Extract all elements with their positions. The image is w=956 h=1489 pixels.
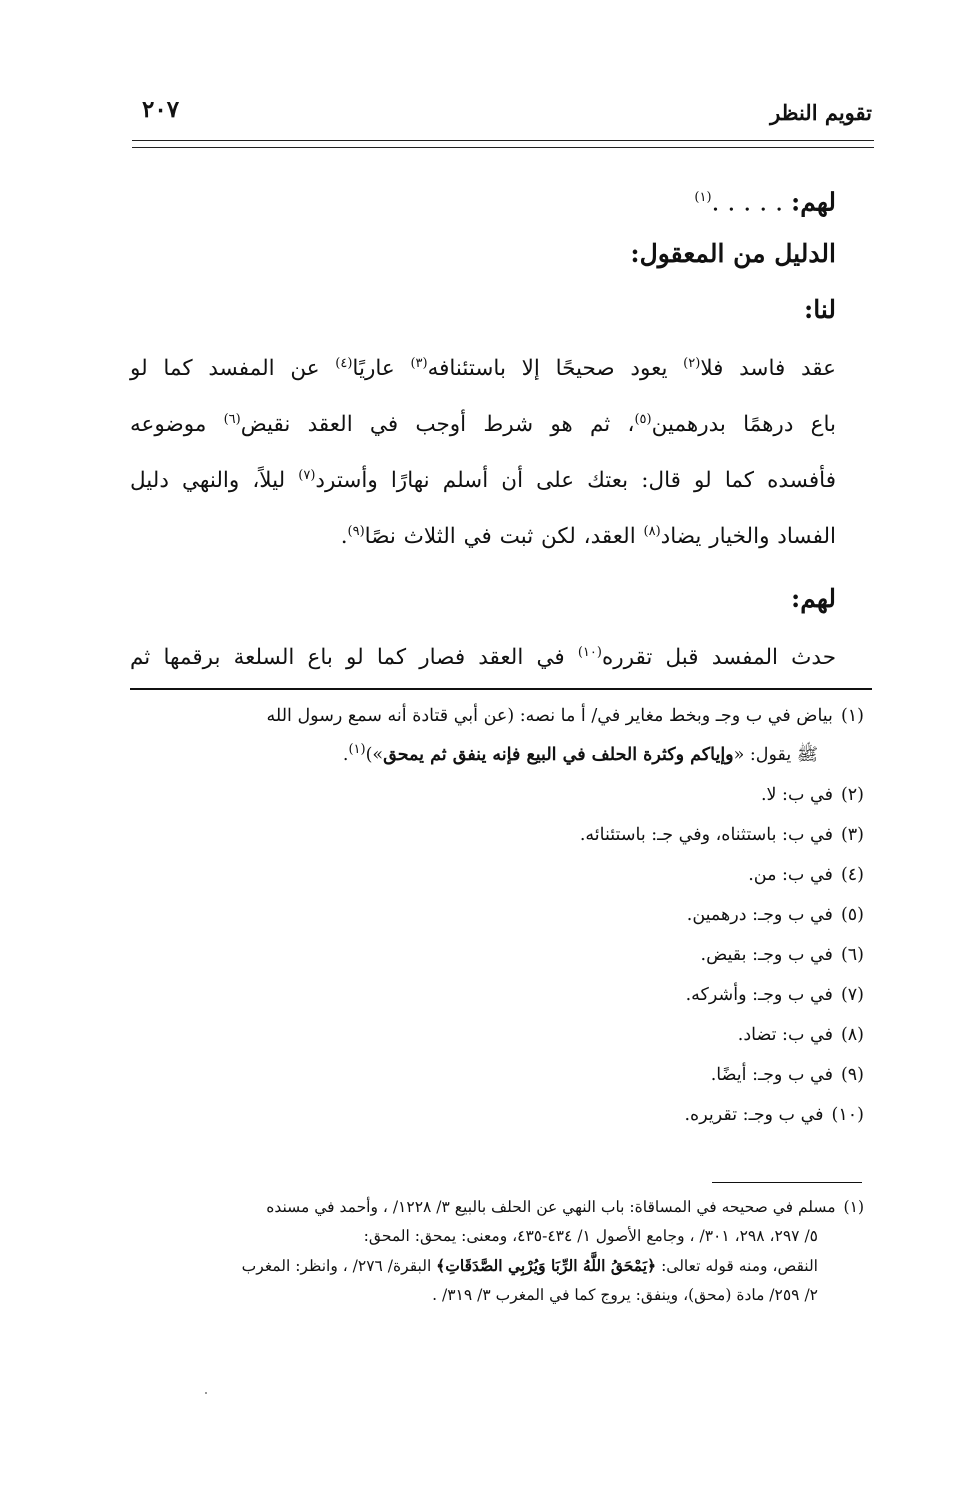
- text-run: ، ثم هو شرط أوجب في العقد نقيض: [240, 412, 635, 438]
- text-run: باع درهمًا بدرهمين: [651, 412, 836, 438]
- note-number: (٨): [840, 1024, 864, 1045]
- footnote-line: ٥/ ٢٩٧، ٢٩٨، ٣٠١/ ، وجامع الأصول ١/ ٤٣٤-٤٣٥، ومعنى: يمحق: المحق:: [363, 1227, 818, 1245]
- footnote-line: [120, 1251, 864, 1281]
- apparatus-rule: [130, 688, 872, 690]
- para-line: [130, 506, 836, 562]
- note-text: ﷺ يقول: «: [733, 744, 818, 765]
- note-text: البقرة/ ٢٧٦/ ، وانظر: المغرب: [241, 1257, 437, 1275]
- text-run: موضوعه: [130, 412, 224, 438]
- header-rule-thin: [132, 147, 874, 148]
- text-run: عاريًا: [352, 356, 411, 382]
- apparatus-note: [130, 1059, 864, 1092]
- note-number: (٦): [840, 944, 864, 965]
- paragraph-lana: [130, 338, 836, 563]
- note-number: (٥): [840, 904, 864, 925]
- para-line: [130, 394, 836, 450]
- note-number: (٩): [840, 1064, 864, 1085]
- para-line: [130, 450, 836, 506]
- footnote-ref: (١): [348, 742, 366, 757]
- apparatus-note: [130, 1019, 864, 1052]
- note-text: في ب وجـ: وأشركه.: [685, 984, 833, 1005]
- heading-lahum-2: لهم:: [790, 583, 836, 613]
- text-run: عقد فاسد فلا: [700, 356, 836, 382]
- footnote-ref: (١٠): [577, 644, 602, 660]
- text-run: .: [340, 524, 348, 550]
- note-number: (٣): [840, 824, 864, 845]
- apparatus-note: [130, 779, 864, 812]
- note-text: في ب وجـ: تقريره.: [684, 1104, 824, 1125]
- quran-verse: ﴿يَمْحَقُ اللَّهُ الرِّبَا وَيُرْبِي الصَّدَقَاتِ﴾: [436, 1256, 657, 1275]
- note-text: »): [365, 744, 384, 765]
- main-text: [130, 170, 836, 683]
- apparatus-note: [130, 1099, 864, 1132]
- note-number: (١): [843, 1198, 864, 1216]
- footnote-rule: [712, 1182, 862, 1183]
- footnote-line: ٢/ ٢٥٩/ مادة (محق)، وينفق: يروج كما في المغرب ٣/ ٣١٩/ .: [432, 1286, 818, 1304]
- heading-rational-evidence: الدليل من المعقول:: [630, 239, 836, 268]
- text-run: في العقد فصار كما لو باع السلعة برقمها ثم: [130, 644, 578, 670]
- heading-lahum-opponents: [130, 170, 836, 226]
- note-number: (٢): [840, 784, 864, 805]
- footnote-ref: (٨): [643, 524, 661, 540]
- footnote-ref: (٧): [298, 468, 316, 484]
- text-run: يعود صحيحًا إلا باستئنافه: [427, 356, 684, 382]
- note-continuation: [130, 733, 864, 772]
- note-text: النقص، ومنه قوله تعالى:: [656, 1257, 818, 1275]
- note-number: (٤): [840, 864, 864, 885]
- text-run: ليلاً، والنهي دليل: [130, 468, 299, 494]
- note-text: في ب: لا.: [760, 784, 833, 805]
- note-number: (١): [840, 706, 864, 726]
- hadith-quote: وإياكم وكثرة الحلف في البيع فإنه ينفق ثم يمحق: [383, 744, 734, 765]
- running-title: تقويم النظر: [770, 100, 872, 125]
- text-run: العقد، لكن ثبت في الثلاث نصًا: [364, 524, 644, 550]
- note-text: .: [342, 744, 349, 765]
- footnote-ref: (٥): [634, 412, 652, 428]
- text-run: فأفسده كما لو قال: بعتك على أن أسلم نهارًا وأسترد: [315, 468, 836, 494]
- note-number: (١٠): [831, 1104, 864, 1125]
- footnote-ref: (٤): [335, 356, 353, 371]
- note-text: في ب وجـ: بقيض.: [700, 944, 833, 965]
- heading-lahum-ellipsis: . . . . .: [711, 187, 791, 217]
- heading-lana: لنا:: [803, 295, 836, 324]
- text-run: عن المفسد كما لو: [130, 356, 336, 382]
- footnote-ref: (٢): [683, 356, 701, 371]
- apparatus-note: [130, 979, 864, 1012]
- apparatus-note: [130, 899, 864, 932]
- footnote-ref: (١): [694, 190, 712, 205]
- print-speck: [205, 1392, 207, 1394]
- note-number: (٧): [840, 984, 864, 1005]
- note-text: في ب وجـ: أيضًا.: [710, 1064, 833, 1085]
- apparatus-note: [130, 819, 864, 852]
- footnote-ref: (٩): [347, 524, 365, 540]
- heading-lahum-label: لهم:: [790, 187, 836, 217]
- note-text: مسلم في صحيحه في المساقاة: باب النهي عن الحلف بالبيع ٣/ ١٢٢٨/ ، وأحمد في مسنده: [266, 1198, 836, 1216]
- note-text: بياض في ب وجـ وبخط مغاير في/ أ ما نصه: (عن أبي قتادة أنه سمع رسول الله: [266, 706, 833, 726]
- text-run: الفساد والخيار يضاد: [660, 524, 836, 550]
- footnote-ref: (٣): [410, 356, 428, 371]
- apparatus-note: [130, 859, 864, 892]
- text-run: حدث المفسد قبل تقرره: [601, 644, 836, 670]
- footnote: [120, 1193, 864, 1310]
- page-number: ٢٠٧: [142, 96, 180, 123]
- apparatus-note: [130, 700, 864, 772]
- note-text: في ب: تضاد.: [737, 1024, 833, 1045]
- note-text: في ب: من.: [748, 864, 833, 885]
- footnote-ref: (٦): [223, 412, 241, 428]
- note-text: في ب: باستثناه، وفي جـ: باستئنائه.: [579, 824, 833, 845]
- apparatus-note: [130, 939, 864, 972]
- note-text: في ب وجـ: درهمين.: [686, 904, 833, 925]
- header-rule-thick: [132, 140, 874, 141]
- para-line: [130, 338, 836, 394]
- footnotes: [120, 1193, 864, 1310]
- para-line: [130, 627, 836, 683]
- paragraph-lahum: [130, 627, 836, 683]
- footnote-line: [120, 1193, 864, 1222]
- apparatus-notes: [130, 700, 864, 1139]
